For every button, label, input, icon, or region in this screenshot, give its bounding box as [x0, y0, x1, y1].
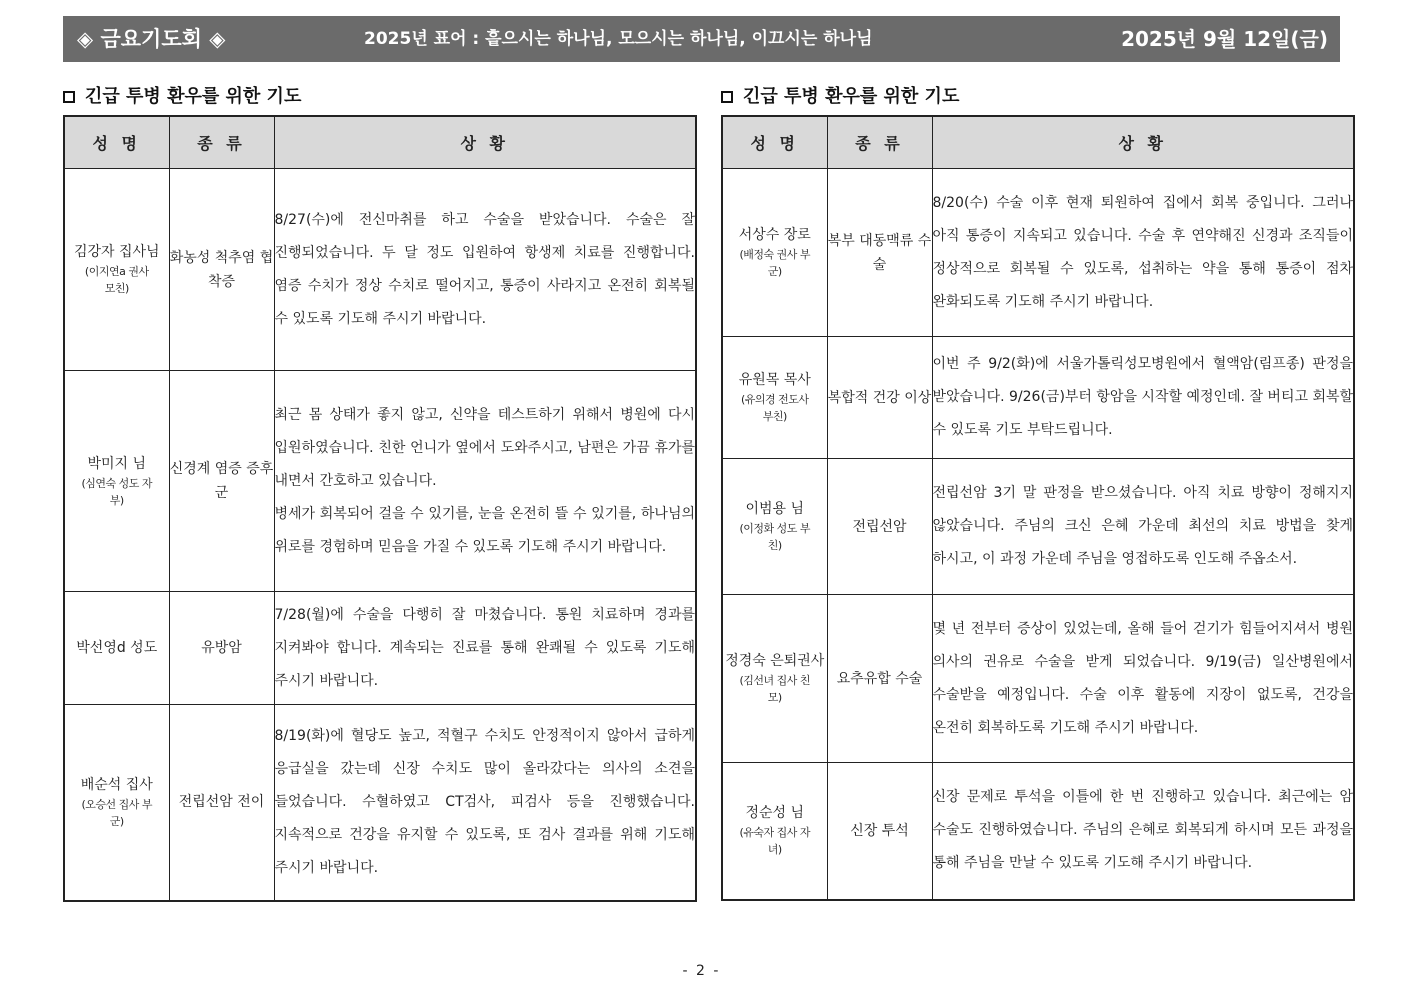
- patient-name-cell: [722, 459, 827, 595]
- situation-text: 전립선암 3기 말 판정을 받으셨습니다. 아직 치료 방향이 정해지지 않았습니다. 주님의 크신 은혜 가운데 최선의 치료 방법을 찾게 하시고, 이 과정 가운데 주님을 영접하도록 인도해 주옵소서.: [932, 459, 1354, 595]
- patient-relation: (심연숙 성도 자부): [81, 476, 153, 507]
- left-section-title-text: 긴급 투병 환우를 위한 기도: [85, 86, 302, 107]
- column-header-name: 성 명: [722, 116, 827, 169]
- illness-type: 복부 대동맥류 수술: [827, 169, 932, 337]
- situation-paragraph: 병세가 회복되어 걸을 수 있기를, 눈을 온전히 뜰 수 있기를, 하나님의 위로를 경험하며 믿음을 가질 수 있도록 기도해 주시기 바랍니다.: [274, 505, 695, 555]
- illness-type: 복합적 건강 이상: [827, 337, 932, 459]
- header-title: ◈ 금요기도회 ◈: [77, 27, 226, 51]
- table-row: [64, 371, 696, 592]
- left-section-title: [63, 84, 301, 110]
- table-row: [64, 592, 696, 705]
- patient-name: 정순성 님: [745, 805, 805, 822]
- header-motto: 2025년 표어 : 흩으시는 하나님, 모으시는 하나님, 이끄시는 하나님: [364, 29, 873, 49]
- patient-name: 정경숙 은퇴권사: [725, 653, 825, 669]
- situation-text: 신장 문제로 투석을 이틀에 한 번 진행하고 있습니다. 최근에는 암 수술도 진행하였습니다. 주님의 은혜로 회복되게 하시며 모든 과정을 통해 주님을 만날 수 있도록 기도해 주시기 바랍니다.: [932, 763, 1354, 900]
- column-header-status: 상 황: [932, 116, 1354, 169]
- patient-name: 박미지 님: [87, 455, 147, 472]
- situation-text: 몇 년 전부터 증상이 있었는데, 올해 들어 걷기가 힘들어지셔서 병원 의사의 권유로 수술을 받게 되었습니다. 9/19(금) 일산병원에서 수술받을 예정입니다. 수술 이후 활동에 지장이 없도록, 건강을 온전히 회복하도록 기도해 주시기 바랍니다.: [932, 595, 1354, 763]
- patient-name: 김강자 집사님: [73, 244, 160, 260]
- patient-name-cell: [64, 592, 169, 705]
- situation-text: [274, 371, 696, 592]
- patient-name-cell: [722, 595, 827, 763]
- situation-text: 8/27(수)에 전신마취를 하고 수술을 받았습니다. 수술은 잘 진행되었습니다. 두 달 정도 입원하여 항생제 치료를 진행합니다. 염증 수치가 정상 수치로 떨어지고, 통증이 사라지고 온전히 회복될 수 있도록 기도해 주시기 바랍니다.: [274, 169, 696, 371]
- table-row: [64, 705, 696, 901]
- patient-name: 박선영d 성도: [76, 639, 158, 656]
- patient-name-cell: [64, 371, 169, 592]
- situation-text: 8/19(화)에 혈당도 높고, 적혈구 수치도 안정적이지 않아서 급하게 응급실을 갔는데 신장 수치도 많이 올라갔다는 의사의 소견을 들었습니다. 수혈하였고 CT검사, 피검사 등을 진행했습니다. 지속적으로 건강을 유지할 수 있도록, 또 검사 결과를 위해 기도해 주시기 바랍니다.: [274, 705, 696, 901]
- illness-type: 요추유합 수술: [827, 595, 932, 763]
- patient-name-cell: [722, 763, 827, 900]
- patient-name-cell: [722, 337, 827, 459]
- table-row: [722, 169, 1354, 337]
- column-header-kind: 종 류: [827, 116, 932, 169]
- patient-relation: (이정화 성도 부친): [739, 522, 811, 552]
- column-header-kind: 종 류: [169, 116, 274, 169]
- patient-name: 유원목 목사: [738, 372, 811, 388]
- column-header-status: 상 황: [274, 116, 696, 169]
- page-number: - 2 -: [682, 963, 721, 979]
- patient-relation: (배정숙 권사 부군): [739, 248, 811, 278]
- situation-text: 8/20(수) 수술 이후 현재 퇴원하여 집에서 회복 중입니다. 그러나 아직 통증이 지속되고 있습니다. 수술 후 연약해진 신경과 조직들이 정상적으로 회복될 수 있도록, 섭취하는 약을 통해 통증이 점차 완화되도록 기도해 주시기 바랍니다.: [932, 169, 1354, 337]
- table-header-row: [64, 116, 696, 169]
- table-row: [722, 459, 1354, 595]
- table-row: [64, 169, 696, 371]
- table-header-row: [722, 116, 1354, 169]
- illness-type: 화농성 척추염 협착증: [169, 169, 274, 371]
- table-row: [722, 763, 1354, 900]
- patient-name-cell: [64, 705, 169, 901]
- patient-relation: (유의경 전도사 부친): [740, 393, 809, 423]
- patient-relation: (유숙자 집사 자녀): [739, 826, 811, 857]
- illness-type: 신경계 염증 증후군: [169, 371, 274, 592]
- situation-text: 이번 주 9/2(화)에 서울가톨릭성모병원에서 혈액암(림프종) 판정을 받았습니다. 9/26(금)부터 항암을 시작할 예정인데. 잘 버티고 회복할 수 있도록 기도 부탁드립니다.: [932, 337, 1354, 459]
- checkbox-square-icon: [721, 91, 733, 103]
- right-section-title: [721, 84, 959, 110]
- patient-relation: (오승선 집사 부군): [81, 797, 153, 828]
- illness-type: 유방암: [169, 592, 274, 705]
- illness-type: 신장 투석: [827, 763, 932, 900]
- right-section-title-text: 긴급 투병 환우를 위한 기도: [743, 86, 960, 107]
- patient-name-cell: [722, 169, 827, 337]
- column-header-name: 성 명: [64, 116, 169, 169]
- page-header: [63, 16, 1340, 62]
- situation-text: 7/28(월)에 수술을 다행히 잘 마쳤습니다. 통원 치료하며 경과를 지켜봐야 합니다. 계속되는 진료를 통해 완쾌될 수 있도록 기도해 주시기 바랍니다.: [274, 592, 696, 705]
- right-prayer-table: [721, 115, 1355, 901]
- checkbox-square-icon: [63, 91, 75, 103]
- illness-type: 전립선암: [827, 459, 932, 595]
- table-row: [722, 337, 1354, 459]
- patient-name: 이범용 님: [745, 501, 805, 517]
- table-row: [722, 595, 1354, 763]
- header-date: 2025년 9월 12일(금): [1121, 27, 1328, 51]
- patient-relation: (김선녀 집사 친모): [739, 674, 811, 704]
- illness-type: 전립선암 전이: [169, 705, 274, 901]
- situation-paragraph: 최근 몸 상태가 좋지 않고, 신약을 테스트하기 위해서 병원에 다시 입원하였습니다. 친한 언니가 옆에서 도와주시고, 남편은 가끔 휴가를 내면서 간호하고 있습니다.: [274, 406, 695, 489]
- patient-name: 배순석 집사: [80, 776, 153, 793]
- patient-relation: (이지연a 권사 모친): [84, 265, 149, 295]
- left-prayer-table: [63, 115, 697, 902]
- patient-name-cell: [64, 169, 169, 371]
- patient-name: 서상수 장로: [738, 227, 811, 243]
